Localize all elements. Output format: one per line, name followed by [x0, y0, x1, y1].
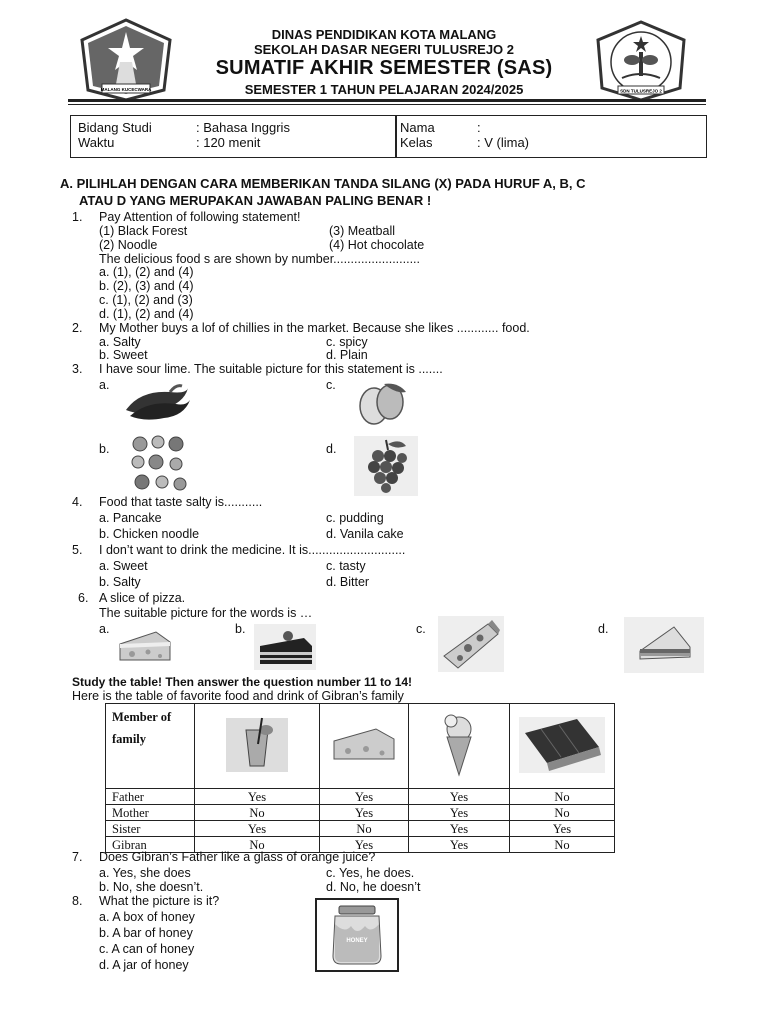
q1-statement-4: (4) Hot chocolate: [329, 238, 425, 252]
waktu-value: : 120 menit: [196, 135, 261, 150]
bidang-label: Bidang Studi: [78, 120, 152, 135]
cheese-icon: [330, 725, 398, 765]
q1-option-c[interactable]: c. (1), (2) and (3): [99, 293, 193, 307]
q6-option-a[interactable]: a.: [99, 622, 110, 636]
row-member: Sister: [106, 821, 195, 837]
mango-image: [354, 378, 410, 428]
q6-number: 6.: [78, 591, 89, 605]
orange-juice-icon: [222, 714, 292, 776]
ice-cream-icon: [437, 711, 481, 779]
row-cheese: Yes: [320, 789, 409, 805]
q5-text: I don’t want to drink the medicine. It is............................: [99, 543, 406, 557]
q2-text: My Mother buys a lof of chillies in the market. Because she likes ............ food.: [99, 321, 530, 335]
q4-option-b[interactable]: b. Chicken noodle: [99, 527, 200, 541]
table-caption: Here is the table of favorite food and drink of Gibran’s family: [72, 689, 404, 703]
chili-peppers-image: [120, 380, 192, 422]
q1-option-d[interactable]: d. (1), (2) and (4): [99, 307, 194, 321]
row-cheese: No: [320, 821, 409, 837]
row-juice: Yes: [195, 821, 320, 837]
q3-option-b[interactable]: b.: [99, 442, 110, 456]
ice-cream-header: [409, 704, 510, 789]
row-juice: No: [195, 837, 320, 853]
honey-jar-image: [315, 898, 399, 972]
cheese-header: [320, 704, 409, 789]
school-name: SEKOLAH DASAR NEGERI TULUSREJO 2: [253, 42, 515, 57]
q8-text: What the picture is it?: [99, 894, 220, 908]
q3-option-c[interactable]: c.: [326, 378, 336, 392]
black-forest-cake-image: [254, 624, 316, 670]
q2-option-d[interactable]: d. Plain: [326, 348, 368, 362]
q2-option-b[interactable]: b. Sweet: [99, 348, 148, 362]
grapes-image: [354, 436, 418, 496]
row-icecream: Yes: [409, 821, 510, 837]
q5-option-a[interactable]: a. Sweet: [99, 559, 148, 573]
q1-text: Pay Attention of following statement!: [99, 210, 301, 224]
q1-option-a[interactable]: a. (1), (2) and (4): [99, 265, 194, 279]
semester-line: SEMESTER 1 TAHUN PELAJARAN 2024/2025: [244, 82, 524, 97]
bidang-value: : Bahasa Inggris: [196, 120, 290, 135]
q6-option-d[interactable]: d.: [598, 622, 609, 636]
q3-number: 3.: [72, 362, 83, 376]
table-row: [106, 821, 615, 837]
q6-text: A slice of pizza.: [99, 591, 186, 605]
member-header: Member of family: [106, 704, 195, 789]
row-chocolate: No: [510, 837, 615, 853]
row-chocolate: No: [510, 805, 615, 821]
q4-option-c[interactable]: c. pudding: [326, 511, 384, 525]
row-icecream: Yes: [409, 837, 510, 853]
row-icecream: Yes: [409, 805, 510, 821]
q1-prompt: The delicious food s are shown by number.........................: [99, 252, 420, 266]
favorite-food-table: [105, 703, 615, 853]
row-icecream: Yes: [409, 789, 510, 805]
q5-option-c[interactable]: c. tasty: [326, 559, 366, 573]
row-juice: Yes: [195, 789, 320, 805]
q7-option-b[interactable]: b. No, she doesn’t.: [99, 880, 204, 894]
q5-option-b[interactable]: b. Salty: [99, 575, 141, 589]
q4-option-d[interactable]: d. Vanila cake: [326, 527, 404, 541]
q8-option-d[interactable]: d. A jar of honey: [99, 958, 189, 972]
q1-statement-1: (1) Black Forest: [99, 224, 188, 238]
q7-option-c[interactable]: c. Yes, he does.: [326, 866, 415, 880]
row-chocolate: Yes: [510, 821, 615, 837]
section-a-instruction-1: A. PILIHLAH DENGAN CARA MEMBERIKAN TANDA SILANG (X) PADA HURUF A, B, C: [60, 176, 586, 191]
exam-title: SUMATIF AKHIR SEMESTER (SAS): [215, 57, 553, 79]
office-name: DINAS PENDIDIKAN KOTA MALANG: [271, 27, 497, 42]
cheese-image: [118, 630, 172, 664]
q6-option-c[interactable]: c.: [416, 622, 426, 636]
kelas-value: : V (lima): [477, 135, 529, 150]
q4-text: Food that taste salty is...........: [99, 495, 263, 509]
q6-prompt: The suitable picture for the words is …: [99, 606, 313, 620]
section-a-instruction-2: ATAU D YANG MERUPAKAN JAWABAN PALING BENAR !: [79, 193, 432, 208]
q8-option-b[interactable]: b. A bar of honey: [99, 926, 193, 940]
q6-option-b[interactable]: b.: [235, 622, 246, 636]
q1-number: 1.: [72, 210, 83, 224]
q8-number: 8.: [72, 894, 83, 908]
row-chocolate: No: [510, 789, 615, 805]
orange-juice-header: [195, 704, 320, 789]
q2-option-a[interactable]: a. Salty: [99, 335, 141, 349]
header-rule-thin: [68, 104, 706, 105]
row-cheese: Yes: [320, 805, 409, 821]
header-rule-thick: [68, 99, 706, 102]
q4-option-a[interactable]: a. Pancake: [99, 511, 162, 525]
study-instruction: Study the table! Then answer the question number 11 to 14!: [72, 675, 413, 689]
svg-text:SDN TULUSREJO 2: SDN TULUSREJO 2: [620, 88, 662, 94]
q7-number: 7.: [72, 850, 83, 864]
q8-option-a[interactable]: a. A box of honey: [99, 910, 195, 924]
q1-statement-2: (2) Noodle: [99, 238, 158, 252]
q1-option-b[interactable]: b. (2), (3) and (4): [99, 279, 194, 293]
waktu-label: Waktu: [78, 135, 115, 150]
svg-text:HONEY: HONEY: [346, 938, 368, 944]
q3-option-d[interactable]: d.: [326, 442, 337, 456]
table-row: [106, 805, 615, 821]
row-cheese: Yes: [320, 837, 409, 853]
nama-label: Nama: [400, 120, 435, 135]
chocolate-bar-icon: [519, 717, 605, 773]
q5-number: 5.: [72, 543, 83, 557]
q5-option-d[interactable]: d. Bitter: [326, 575, 370, 589]
svg-text:MALANG KUCECWARA: MALANG KUCECWARA: [100, 87, 152, 92]
q3-option-a[interactable]: a.: [99, 378, 110, 392]
q7-option-a[interactable]: a. Yes, she does: [99, 866, 191, 880]
row-juice: No: [195, 805, 320, 821]
q7-option-d[interactable]: d. No, he doesn’t: [326, 880, 421, 894]
pizza-slice-image: [438, 616, 504, 672]
chocolate-header: [510, 704, 615, 789]
q2-number: 2.: [72, 321, 83, 335]
row-member: Mother: [106, 805, 195, 821]
kelas-label: Kelas: [400, 135, 433, 150]
row-member: Father: [106, 789, 195, 805]
q8-option-c[interactable]: c. A can of honey: [99, 942, 195, 956]
student-info-box: [70, 115, 707, 158]
q4-number: 4.: [72, 495, 83, 509]
nama-value[interactable]: :: [477, 120, 481, 135]
table-row: [106, 789, 615, 805]
q2-option-c[interactable]: c. spicy: [326, 335, 368, 349]
row-member: Gibran: [106, 837, 195, 853]
q1-statement-3: (3) Meatball: [329, 224, 395, 238]
sandwich-image: [624, 617, 704, 673]
lime-slices-image: [128, 434, 190, 496]
q3-text: I have sour lime. The suitable picture for this statement is .......: [99, 362, 443, 376]
q7-text: Does Gibran’s Father like a glass of orange juice?: [99, 850, 376, 864]
